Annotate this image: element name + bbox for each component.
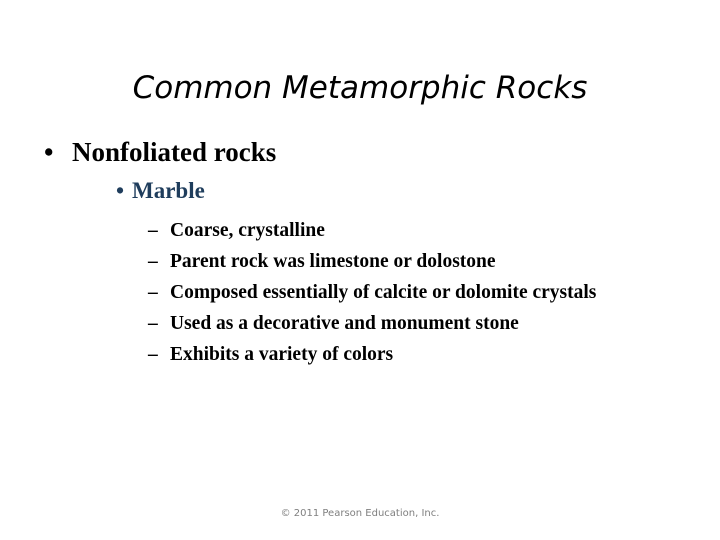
list-item [148, 308, 640, 339]
copyright-footer: © 2011 Pearson Education, Inc. [280, 508, 440, 519]
list-item-text: Used as a decorative and monument stone [170, 313, 519, 334]
dash-marker: – [148, 344, 158, 365]
list-item-text: Parent rock was limestone or dolostone [170, 251, 496, 272]
bullet-level2-text: Marble [132, 178, 205, 203]
dash-marker: – [148, 313, 158, 334]
bullet-level1 [44, 133, 276, 171]
list-item-text: Composed essentially of calcite or dolomite crystals [170, 282, 597, 303]
slide-title: Common Metamorphic Rocks [132, 70, 588, 106]
list-item-text: Coarse, crystalline [170, 220, 325, 241]
bullet-marker: • [116, 178, 125, 203]
bullet-level2 [116, 174, 205, 208]
dash-marker: – [148, 220, 158, 241]
list-item [148, 277, 640, 308]
bullet-marker: • [44, 137, 54, 167]
list-item [148, 246, 640, 277]
list-item-text: Exhibits a variety of colors [170, 344, 394, 365]
sub-bullet-list [148, 215, 640, 370]
dash-marker: – [148, 251, 158, 272]
list-item [148, 215, 640, 246]
dash-marker: – [148, 282, 158, 303]
bullet-level1-text: Nonfoliated rocks [72, 137, 277, 167]
list-item [148, 339, 640, 370]
